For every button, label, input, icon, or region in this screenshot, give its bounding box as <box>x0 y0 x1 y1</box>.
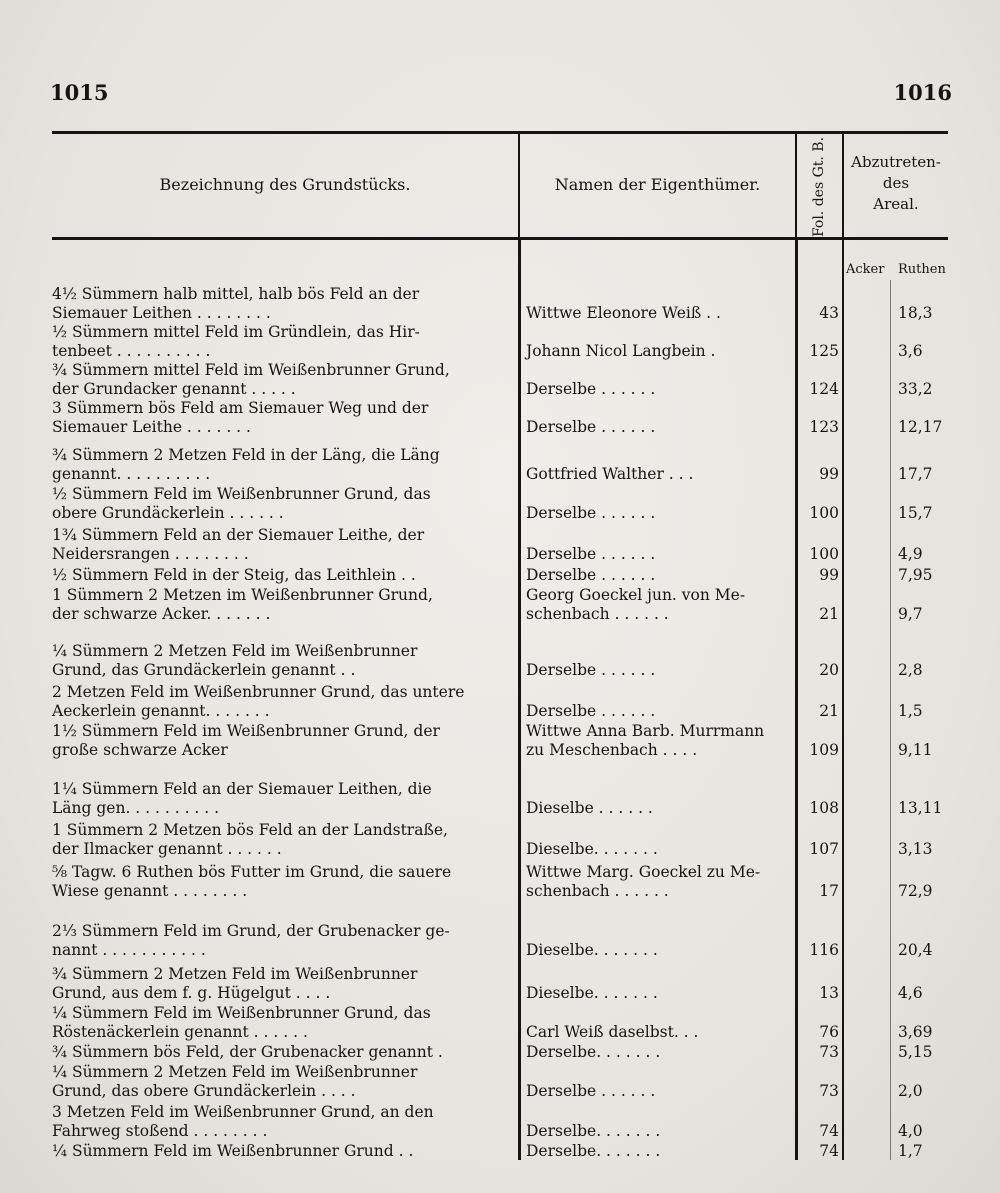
parcel-description-line: ⅝ Tagw. 6 Ruthen bös Futter im Grund, die sauere <box>52 863 452 881</box>
folio-number: 116 <box>809 940 839 959</box>
parcel-description-line: Wiese genannt . . . . . . . . <box>52 881 248 900</box>
column-divider <box>842 240 844 1160</box>
page-number-left: 1015 <box>50 80 109 105</box>
parcel-description-line: ½ Sümmern Feld im Weißenbrunner Grund, das <box>52 485 431 503</box>
owner-name-line: Wittwe Anna Barb. Murrmann <box>526 722 765 740</box>
folio-number: 109 <box>809 740 839 759</box>
parcel-description-line: ¾ Sümmern mittel Feld im Weißenbrunner Grund, <box>52 361 450 379</box>
parcel-description-line: Grund, das Grundäckerlein genannt . . <box>52 660 356 679</box>
parcel-description-line: nannt . . . . . . . . . . . <box>52 940 206 959</box>
owner-name-line: Derselbe . . . . . . <box>526 701 656 720</box>
folio-number: 20 <box>819 660 839 679</box>
parcel-description-line: 1½ Sümmern Feld im Weißenbrunner Grund, der <box>52 722 440 740</box>
parcel-description-line: ¾ Sümmern 2 Metzen Feld im Weißenbrunner <box>52 965 418 983</box>
owner-name-line: Derselbe . . . . . . <box>526 379 656 398</box>
ruthen-value: 9,11 <box>898 740 933 759</box>
parcel-description-line: obere Grundäckerlein . . . . . . <box>52 503 284 522</box>
parcel-description-line: ¾ Sümmern bös Feld, der Grubenacker genannt . <box>52 1043 443 1061</box>
owner-name-line: Dieselbe. . . . . . . <box>526 839 658 858</box>
ruthen-value: 5,15 <box>898 1043 933 1061</box>
folio-number: 100 <box>809 503 839 522</box>
owner-name-line: Derselbe. . . . . . . <box>526 1121 661 1140</box>
parcel-description-line: Grund, das obere Grundäckerlein . . . . <box>52 1081 356 1100</box>
header-folio-label: Fol. des Gt. B. <box>811 136 827 238</box>
header-area-line: des <box>882 174 910 192</box>
parcel-description-line: 1 Sümmern 2 Metzen bös Feld an der Landstraße, <box>52 821 448 839</box>
parcel-description-line: ½ Sümmern mittel Feld im Gründlein, das Hir- <box>52 323 420 341</box>
folio-number: 99 <box>819 566 839 584</box>
column-divider <box>795 134 797 237</box>
parcel-description-line: 1¼ Sümmern Feld an der Siemauer Leithen, die <box>52 780 432 798</box>
ruthen-value: 12,17 <box>898 417 943 436</box>
owner-name-line: Wittwe Eleonore Weiß . . <box>526 303 721 322</box>
folio-number: 21 <box>819 604 839 623</box>
ruthen-value: 72,9 <box>898 881 933 900</box>
parcel-description-line: 4½ Sümmern halb mittel, halb bös Feld an der <box>52 285 420 303</box>
ruthen-value: 1,7 <box>898 1142 923 1160</box>
parcel-description-line: Röstenäckerlein genannt . . . . . . <box>52 1022 308 1041</box>
parcel-description-line: Neidersrangen . . . . . . . . <box>52 544 249 563</box>
owner-name-line: Derselbe . . . . . . <box>526 660 656 679</box>
folio-number: 73 <box>819 1081 839 1100</box>
parcel-description-line: Grund, aus dem f. g. Hügelgut . . . . <box>52 983 331 1002</box>
page-number-right: 1016 <box>893 80 952 105</box>
parcel-description-line: ¾ Sümmern 2 Metzen Feld in der Läng, die Läng <box>52 446 440 464</box>
ruthen-value: 4,0 <box>898 1121 923 1140</box>
folio-number: 73 <box>819 1043 839 1061</box>
folio-number: 76 <box>819 1022 839 1041</box>
subheader-acker: Acker <box>846 262 885 277</box>
column-divider <box>518 134 520 237</box>
owner-name-line: Derselbe. . . . . . . <box>526 1043 661 1061</box>
owner-name-line: schenbach . . . . . . <box>526 604 669 623</box>
parcel-description-line: der schwarze Acker. . . . . . . <box>52 604 271 623</box>
table-top-rule <box>52 131 948 134</box>
folio-number: 123 <box>809 417 839 436</box>
ruthen-value: 15,7 <box>898 503 933 522</box>
ruthen-value: 13,11 <box>898 798 943 817</box>
owner-name-line: Derselbe . . . . . . <box>526 417 656 436</box>
header-area-line: Abzutreten- <box>851 153 941 171</box>
owner-name-line: Derselbe . . . . . . <box>526 544 656 563</box>
owner-name-line: Dieselbe. . . . . . . <box>526 983 658 1002</box>
ruthen-value: 20,4 <box>898 940 933 959</box>
owner-name-line: Dieselbe. . . . . . . <box>526 940 658 959</box>
ruthen-value: 33,2 <box>898 379 933 398</box>
folio-number: 74 <box>819 1121 839 1140</box>
folio-number: 13 <box>819 983 839 1002</box>
parcel-description-line: 1¾ Sümmern Feld an der Siemauer Leithe, der <box>52 526 425 544</box>
ruthen-value: 3,69 <box>898 1022 933 1041</box>
parcel-description-line: 3 Metzen Feld im Weißenbrunner Grund, an den <box>52 1103 434 1121</box>
parcel-description-line: Siemauer Leithen . . . . . . . . <box>52 303 271 322</box>
parcel-description-line: 1 Sümmern 2 Metzen im Weißenbrunner Grund, <box>52 586 433 604</box>
owner-name-line: Derselbe . . . . . . <box>526 566 656 584</box>
subheader-ruthen: Ruthen <box>898 262 946 277</box>
ruthen-value: 4,9 <box>898 544 923 563</box>
ruthen-value: 2,0 <box>898 1081 923 1100</box>
ruthen-value: 9,7 <box>898 604 923 623</box>
ruthen-value: 2,8 <box>898 660 923 679</box>
parcel-description-line: 2 Metzen Feld im Weißenbrunner Grund, das untere <box>52 683 465 701</box>
parcel-description-line: ¼ Sümmern 2 Metzen Feld im Weißenbrunner <box>52 642 418 660</box>
parcel-description-line: Siemauer Leithe . . . . . . . <box>52 417 251 436</box>
folio-number: 21 <box>819 701 839 720</box>
column-divider <box>518 240 521 1160</box>
header-area <box>846 152 946 215</box>
parcel-description-line: genannt. . . . . . . . . . <box>52 464 211 483</box>
ruthen-value: 7,95 <box>898 566 933 584</box>
owner-name-line: Derselbe. . . . . . . <box>526 1142 661 1160</box>
owner-name-line: Georg Goeckel jun. von Me- <box>526 586 746 604</box>
header-bottom-rule <box>52 237 948 240</box>
folio-number: 74 <box>819 1142 839 1160</box>
column-divider <box>890 280 891 1160</box>
parcel-description-line: ¼ Sümmern Feld im Weißenbrunner Grund . . <box>52 1142 414 1160</box>
folio-number: 100 <box>809 544 839 563</box>
parcel-description-line: ¼ Sümmern Feld im Weißenbrunner Grund, das <box>52 1004 431 1022</box>
folio-number: 124 <box>809 379 839 398</box>
owner-name-line: Gottfried Walther . . . <box>526 464 694 483</box>
parcel-description-line: Läng gen. . . . . . . . . . <box>52 798 220 817</box>
owner-name-line: Derselbe . . . . . . <box>526 1081 656 1100</box>
folio-number: 99 <box>819 464 839 483</box>
header-description: Bezeichnung des Grundstücks. <box>159 175 411 194</box>
owner-name-line: zu Meschenbach . . . . <box>526 740 698 759</box>
owner-name-line: schenbach . . . . . . <box>526 881 669 900</box>
parcel-description-line: der Grundacker genannt . . . . . <box>52 379 296 398</box>
owner-name-line: Derselbe . . . . . . <box>526 503 656 522</box>
header-owner: Namen der Eigenthümer. <box>554 175 761 194</box>
column-divider <box>842 134 844 237</box>
folio-number: 125 <box>809 341 839 360</box>
ruthen-value: 18,3 <box>898 303 933 322</box>
ruthen-value: 3,6 <box>898 341 923 360</box>
parcel-description-line: 3 Sümmern bös Feld am Siemauer Weg und der <box>52 399 429 417</box>
parcel-description-line: ¼ Sümmern 2 Metzen Feld im Weißenbrunner <box>52 1063 418 1081</box>
parcel-description-line: der Ilmacker genannt . . . . . . <box>52 839 282 858</box>
owner-name-line: Dieselbe . . . . . . <box>526 798 653 817</box>
ruthen-value: 4,6 <box>898 983 923 1002</box>
folio-number: 43 <box>819 303 839 322</box>
owner-name-line: Carl Weiß daselbst. . . <box>526 1022 699 1041</box>
parcel-description-line: ½ Sümmern Feld in der Steig, das Leithlein . . <box>52 566 416 584</box>
owner-name-line: Wittwe Marg. Goeckel zu Me- <box>526 863 761 881</box>
owner-name-line: Johann Nicol Langbein . <box>526 341 716 360</box>
parcel-description-line: Fahrweg stoßend . . . . . . . . <box>52 1121 268 1140</box>
folio-number: 107 <box>809 839 839 858</box>
folio-number: 17 <box>819 881 839 900</box>
ruthen-value: 17,7 <box>898 464 933 483</box>
parcel-description-line: Aeckerlein genannt. . . . . . . <box>52 701 270 720</box>
parcel-description-line: tenbeet . . . . . . . . . . <box>52 341 211 360</box>
folio-number: 108 <box>809 798 839 817</box>
parcel-description-line: große schwarze Acker <box>52 740 228 759</box>
ruthen-value: 3,13 <box>898 839 933 858</box>
header-folio <box>799 136 839 238</box>
header-area-line: Areal. <box>873 195 919 213</box>
parcel-description-line: 2⅓ Sümmern Feld im Grund, der Grubenacker ge- <box>52 922 450 940</box>
ruthen-value: 1,5 <box>898 701 923 720</box>
